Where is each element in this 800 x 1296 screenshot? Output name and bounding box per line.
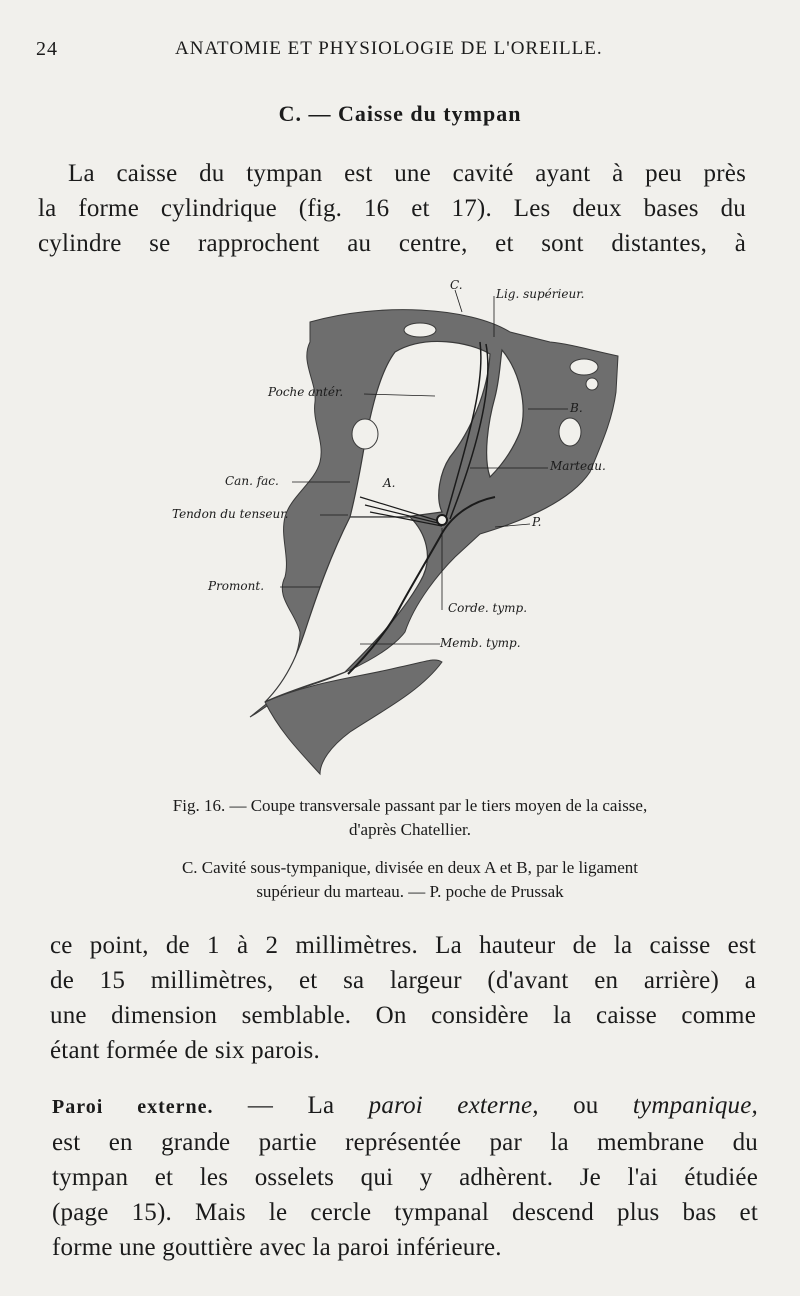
text-line: (page 15). Mais le cercle tympanal descend plus bas et bbox=[52, 1199, 758, 1226]
caption-line: Fig. 16. — Coupe transversale passant par le tiers moyen de la caisse, bbox=[172, 796, 648, 815]
figure-drawing bbox=[150, 272, 650, 782]
paragraph-dimensions bbox=[50, 928, 756, 1068]
caption-line: C. Cavité sous-tympanique, divisée en deux A et B, par le ligament bbox=[181, 858, 639, 877]
label-a: A. bbox=[383, 476, 396, 490]
label-can-fac: Can. fac. bbox=[225, 474, 279, 488]
page-number: 24 bbox=[36, 38, 58, 60]
label-tendon: Tendon du tenseur. bbox=[172, 507, 289, 521]
label-promont: Promont. bbox=[208, 579, 265, 593]
text-line bbox=[52, 1088, 758, 1125]
italic-term: tympanique, bbox=[632, 1092, 758, 1119]
spot bbox=[570, 359, 598, 375]
runin-heading: Paroi externe. bbox=[52, 1096, 214, 1118]
caption-line: supérieur du marteau. — P. poche de Prussak bbox=[256, 882, 564, 901]
paragraph-intro bbox=[38, 156, 746, 261]
text-fragment: ou bbox=[573, 1092, 599, 1119]
label-lig-superieur: Lig. supérieur. bbox=[496, 287, 585, 301]
text-line: la forme cylindrique (fig. 16 et 17). Les deux bases du bbox=[38, 195, 746, 222]
malleus-head bbox=[437, 515, 447, 525]
text-line: de 15 millimètres, et sa largeur (d'avant en arrière) a bbox=[50, 967, 756, 994]
spot bbox=[404, 323, 436, 337]
text-line: est en grande partie représentée par la membrane du bbox=[52, 1129, 758, 1156]
spot bbox=[559, 418, 581, 446]
label-b: B. bbox=[570, 401, 583, 415]
text-line: ce point, de 1 à 2 millimètres. La hauteur de la caisse est bbox=[50, 932, 756, 959]
text-line: étant formée de six parois. bbox=[50, 1037, 320, 1064]
spot bbox=[352, 419, 378, 449]
label-p: P. bbox=[532, 515, 542, 529]
italic-term: paroi externe, bbox=[368, 1092, 539, 1119]
figure-caption bbox=[50, 794, 770, 842]
caption-line: d'après Chatellier. bbox=[348, 820, 472, 839]
text-line: forme une gouttière avec la paroi inférieure. bbox=[52, 1234, 502, 1261]
section-title: C. — Caisse du tympan bbox=[278, 101, 522, 126]
spot bbox=[586, 378, 598, 390]
anatomical-figure bbox=[150, 272, 650, 782]
running-head: ANATOMIE ET PHYSIOLOGIE DE L'OREILLE. bbox=[175, 38, 603, 59]
label-c: C. bbox=[450, 278, 463, 292]
text-line: une dimension semblable. On considère la caisse comme bbox=[50, 1002, 756, 1029]
label-memb-tymp: Memb. tymp. bbox=[440, 636, 521, 650]
figure-caption-legend bbox=[50, 856, 770, 904]
text-line: La caisse du tympan est une cavité ayant à peu près bbox=[68, 160, 746, 187]
text-line: tympan et les osselets qui y adhèrent. Je l'ai étudiée bbox=[52, 1164, 758, 1191]
text-fragment: — La bbox=[247, 1092, 335, 1119]
label-marteau: Marteau. bbox=[550, 459, 606, 473]
paragraph-paroi-externe bbox=[52, 1088, 758, 1265]
label-corde-tymp: Corde. tymp. bbox=[448, 601, 528, 615]
label-poche-anter: Poche antér. bbox=[268, 385, 344, 399]
text-line: cylindre se rapprochent au centre, et sont distantes, à bbox=[38, 230, 746, 257]
